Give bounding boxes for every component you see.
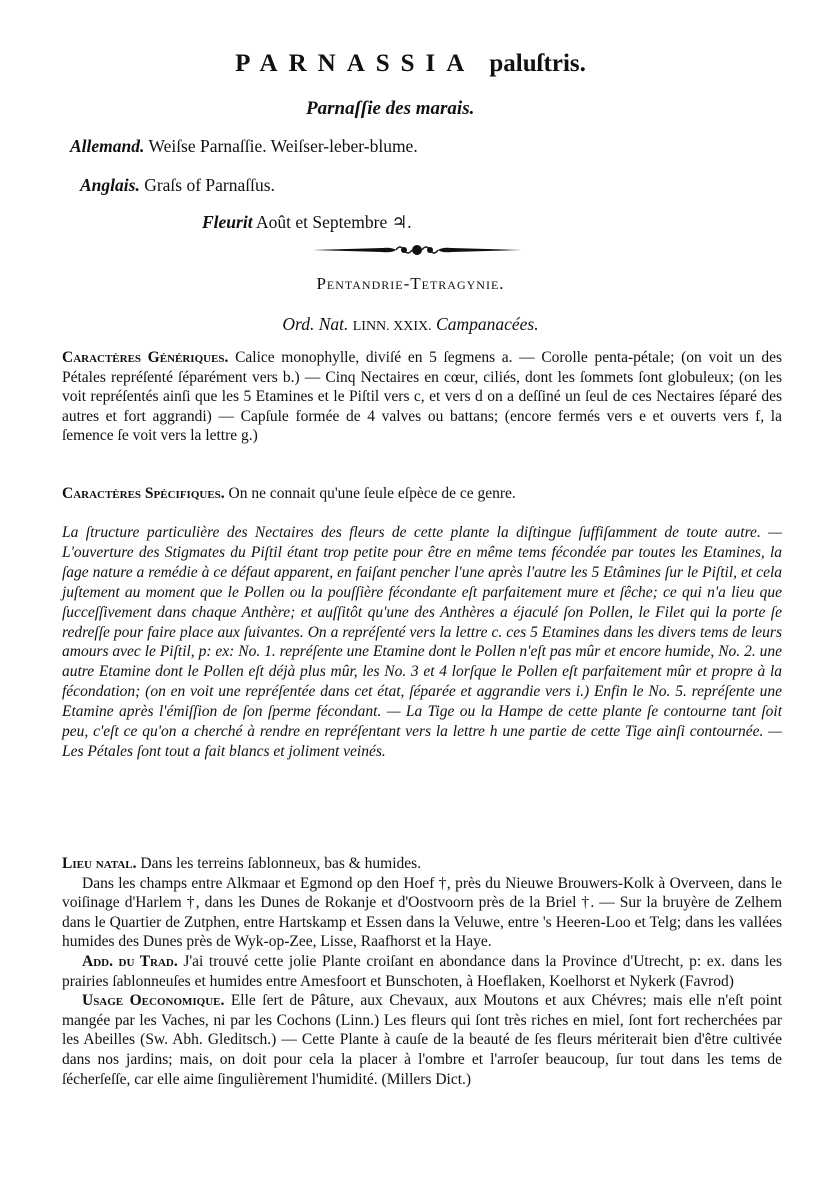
generic-characters xyxy=(62,348,782,446)
french-name: Parnaſſie des marais. xyxy=(306,98,475,119)
localities-text: Dans les champs entre Alkmaar et Egmond op den Hoef †, près du Nieuwe Brouwers-Kolk à Overveen, dans le voiſinage d'Harlem †, dans les Dunes de Rokanje et d'Oostvoorn près de la Briel †. — Sur la bruyère de Zelhem dans le Quartier de Zutphen, entre Hartskamp et Essen dans la Veluwe, entre 's Heeren-Loo et Telg; dans les vallées humides des Dunes près de Wyk-op-Zee, Lisse, Raafhorst et la Haye. xyxy=(62,874,782,951)
natural-order-line xyxy=(0,314,821,335)
ord-label: Ord. Nat. xyxy=(282,314,349,334)
english-names-line xyxy=(80,175,275,196)
specific-text: On ne connait qu'une ſeule eſpèce de ce genre. xyxy=(228,485,516,502)
flowering-line xyxy=(202,212,412,233)
flowering-text: Août et Septembre ♃. xyxy=(256,212,412,232)
translator-addition-lead: Add. du Trad. xyxy=(82,952,178,970)
page-title xyxy=(0,50,821,78)
structure-text: La ſtructure particulière des Nectaires des fleurs de cette plante la diſtingue ſuffiſamment de toute autre. — L'ouverture des Stigmates du Piſtil étant trop petite pour être en même tems fécondée par toutes les Etamines, la ſage nature a remédie à ce défaut apparent, en faiſant pencher l'une après l'autre les 5 Etâmines ſur le Piſtil, et cela juſtement au moment que le Pollen ou la pouſſière fécondante eſt parfaitement mure et ſêche; ce qui n'a lieu que ſucceſſivement dans chaque Anthère; et auſſitôt qu'une des Anthères a éjaculé ſon Pollen, le Filet qui la porte ſe redreſſe pour faire place aux ſuivantes. On a repréſenté vers la lettre c. ces 5 Etamines dans les divers tems de leurs amours avec le Piſtil, p: ex: No. 1. repréſente une Etamine dont le Pollen n'eſt pas mûr et encore humide, No. 2. une autre Etamine dont le Pollen eſt déjà plus mûr, les No. 3 et 4 lorſque le Pollen eſt parfaitement mûr et propre à la fécondation; (on en voit une repréſentée dans cet état, ſéparée et aggrandie vers i.) Enfin le No. 5. repréſente une Etamine après l'émiſſion de ſon ſperme fécondant. — La Tige ou la Hampe de cette plante ſe contourne tant ſoit peu, c'eſt ce qu'on a cherché à rendre en repréſentant vers la lettre h une partie de cette Tige ainſi contournée. — Les Pétales ſont tout a fait blancs et joliment veinés. xyxy=(62,524,782,760)
structure-description xyxy=(62,523,782,762)
german-label: Allemand. xyxy=(70,136,145,156)
english-label: Anglais. xyxy=(80,175,140,195)
german-names: Weiſse Parnaſſie. Weiſser-leber-blume. xyxy=(148,136,418,156)
generic-text: Calice monophylle, diviſé en 5 ſegmens a. — Corolle penta-pétale; (on voit un des Pétales repréſenté ſéparément vers b.) — Cinq Nectaires en cœur, ciliés, dont les ſommets ſont globuleux; (on les voit repréſentés ainſi que les 5 Etamines et le Piſtil vers c, et vers d on a deſſiné un ſeul de ces Nectaires ſéparé des autres et fort aggrandi) — Capſule formée de 4 valves ou battans; (encore fermés vers e et ouverts vers f, la ſemence ſe voit vers la lettre g.) xyxy=(62,349,782,445)
ord-family: Campanacées. xyxy=(436,314,539,334)
ornament-divider xyxy=(312,243,522,257)
ord-linn: LINN. XXIX. xyxy=(352,319,432,334)
english-names: Graſs of Parnaſſus. xyxy=(144,175,275,195)
flowering-label: Fleurit xyxy=(202,212,253,232)
habitat-lead: Lieu natal. xyxy=(62,855,137,872)
economic-use-lead: Usage Oeconomique. xyxy=(82,992,225,1010)
generic-lead: Caractères Génériques. xyxy=(62,349,229,366)
linnaean-class: Pentandrie-Tetragynie. xyxy=(316,274,505,293)
translator-addition-text: J'ai trouvé cette jolie Plante croiſant en abondance dans la Province d'Utrecht, p: ex. dans les prairies ſablonneuſes et humides entre Amesfoort et Bunschoten, à Hoeflaken, Koelhorst et Nykerk (Favrod) xyxy=(62,952,783,990)
specific-characters xyxy=(62,484,782,504)
specific-lead: Caractères Spécifiques. xyxy=(62,485,225,502)
habitat-section xyxy=(62,854,782,1089)
genus-name: PARNASSIA xyxy=(235,50,476,77)
species-name: paluſtris. xyxy=(489,50,586,77)
economic-use-text: Elle ſert de Pâture, aux Chevaux, aux Moutons et aux Chévres; mais elle n'eſt point mangée par les Vaches, ni par les Cochons (Linn.) Les fleurs qui ſont très riches en miel, ſont fort recherchées par les Abeilles (Sw. Abh. Gleditsch.) — Cette Plante à cauſe de la beauté de ſes fleurs mériterait bien d'être cultivée dans nos jardins; mais, on doit pour cela la placer à l'ombre et l'arroſer beaucoup, ſur tout dans les tems de ſécherſeſſe, car elle aime ſingulièrement l'humidité. (Millers Dict.) xyxy=(62,992,783,1088)
habitat-text: Dans les terreins ſablonneux, bas & humides. xyxy=(140,855,422,872)
german-names-line xyxy=(70,136,418,157)
